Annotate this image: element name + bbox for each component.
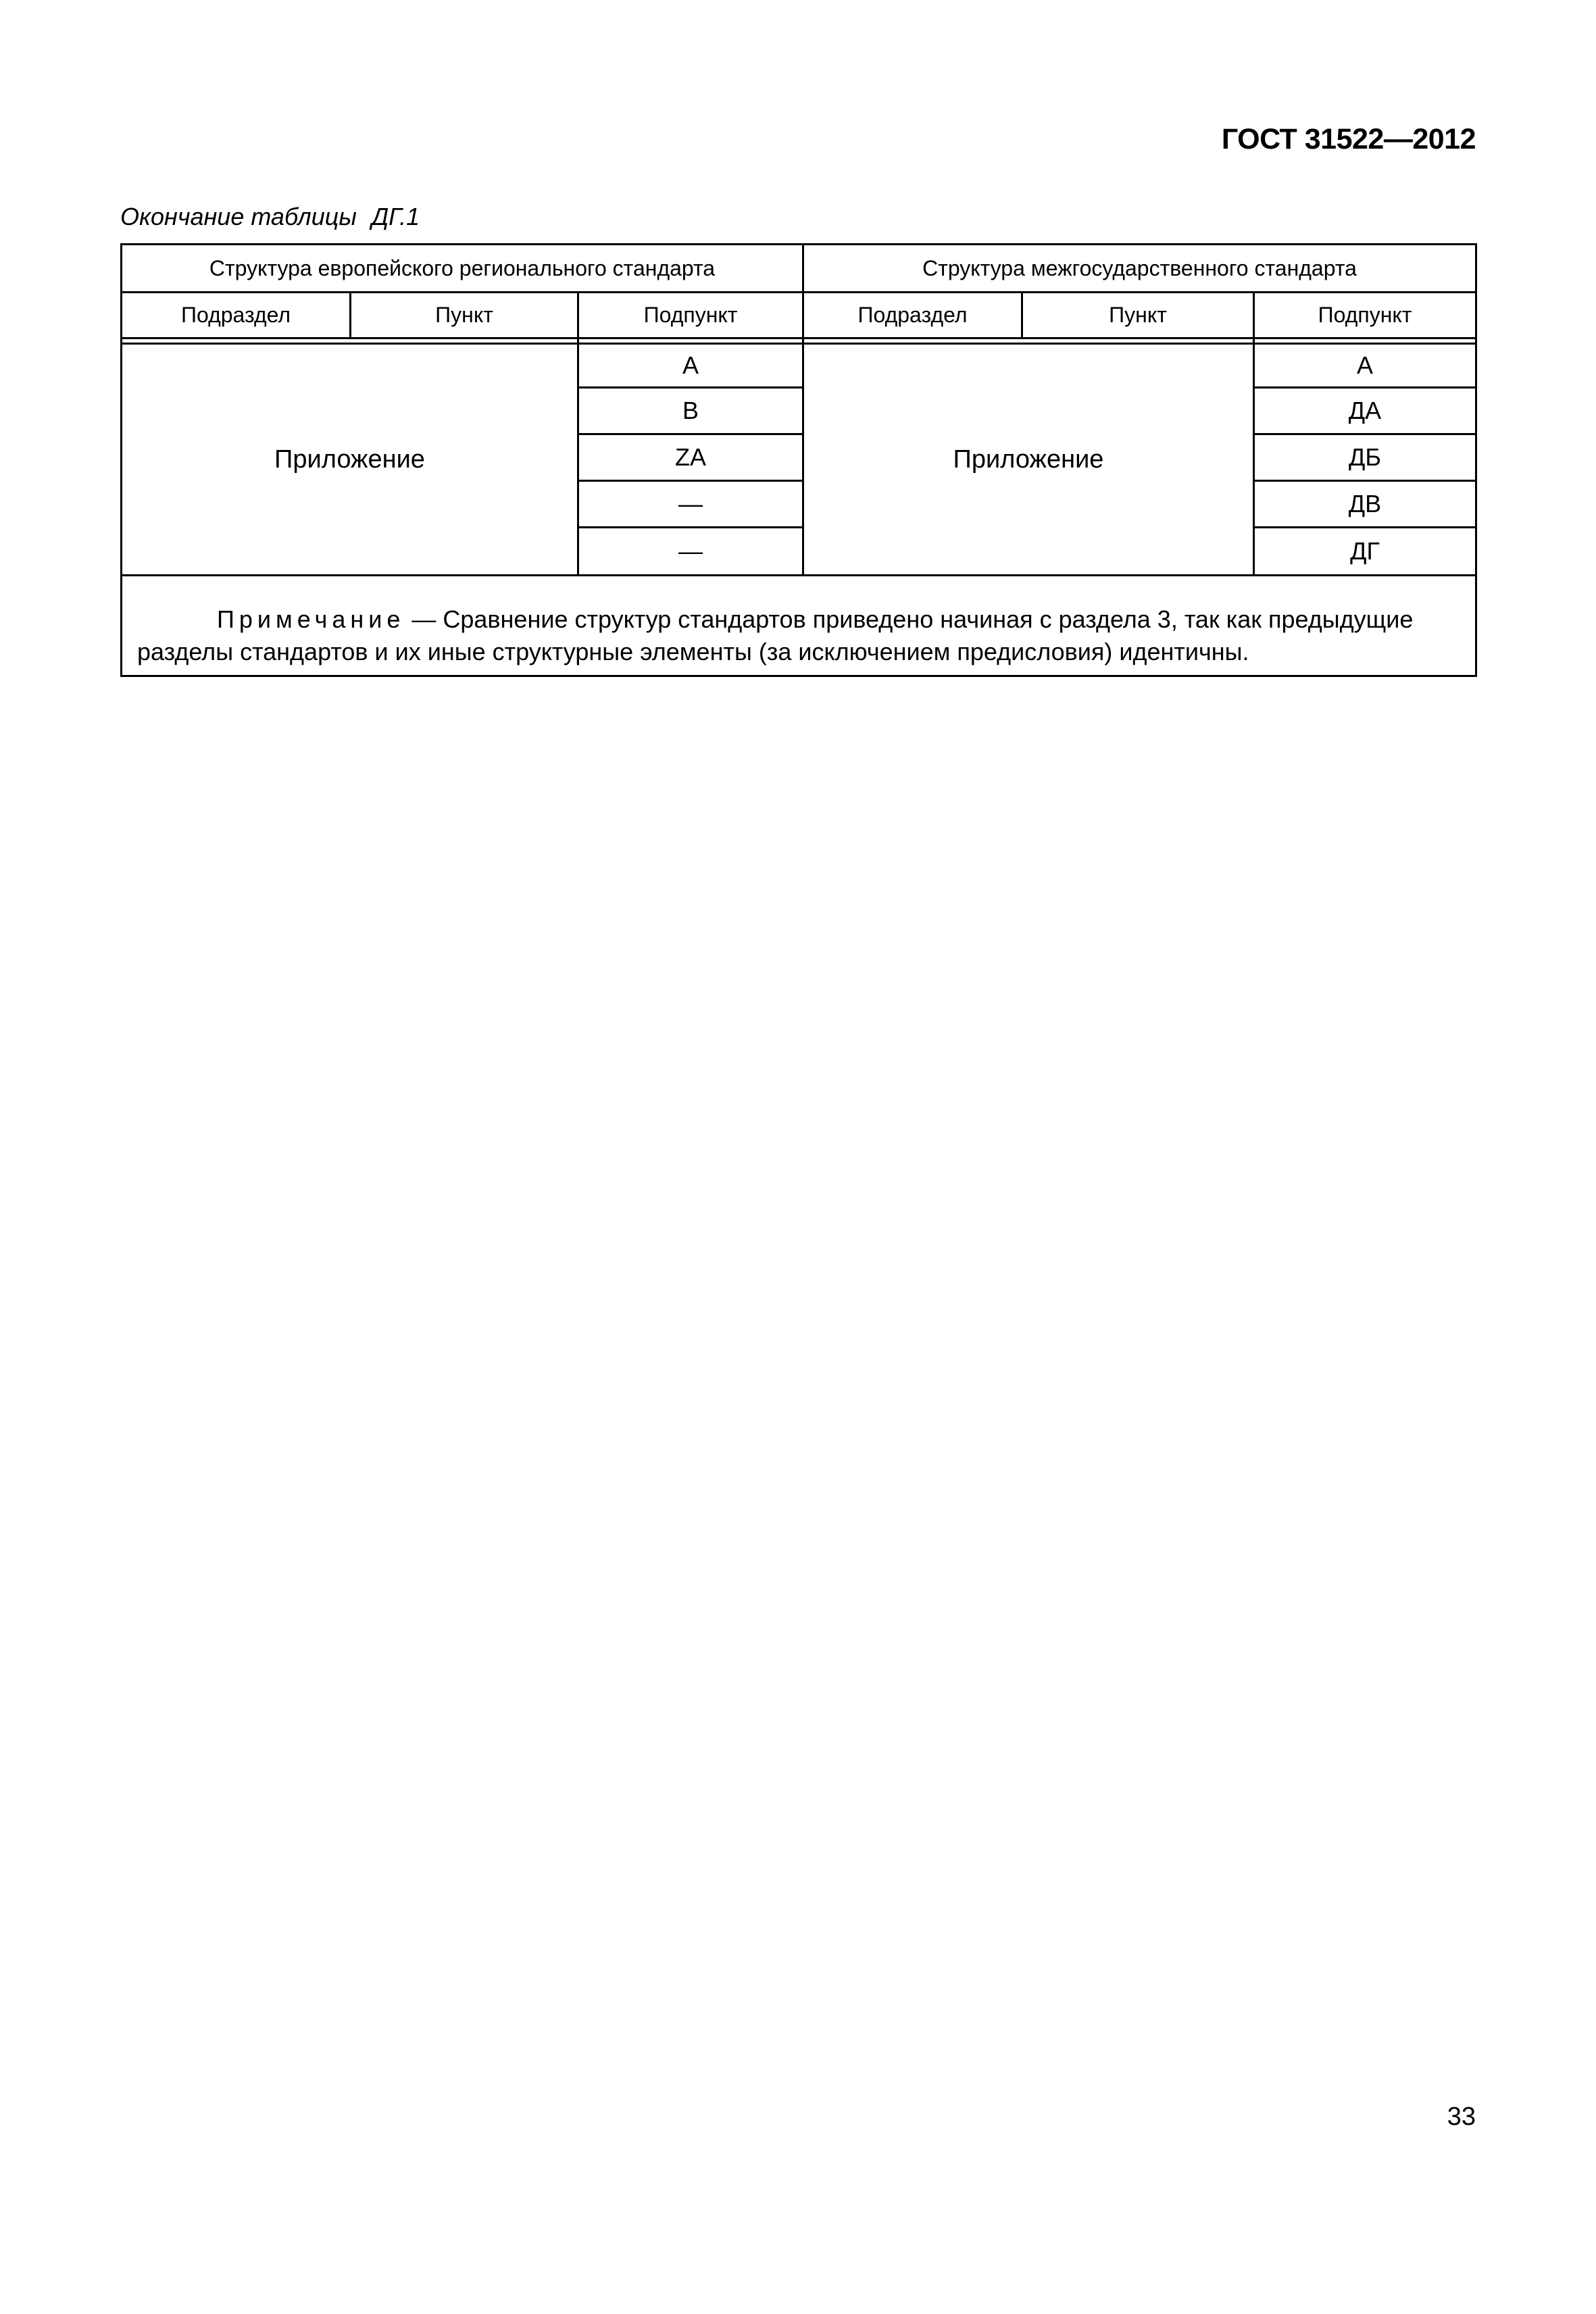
structure-comparison-table	[120, 243, 1477, 677]
note-text-line2: разделы стандартов и их иные структурные элементы (за исключением предисловия) идентичны.	[137, 638, 1249, 665]
note-text-line1: — Сравнение структур стандартов приведено начиная с раздела 3, так как предыдущие	[405, 605, 1414, 633]
subitem-european: —	[678, 490, 703, 518]
group-header-european: Структура европейского регионального стандарта	[209, 255, 716, 280]
subitem-european: —	[678, 537, 703, 565]
column-header-subsection-interstate: Подраздел	[857, 303, 968, 327]
annex-label-interstate: Приложение	[953, 445, 1104, 474]
table-caption	[120, 203, 420, 231]
subitem-interstate: ДА	[1348, 397, 1382, 424]
column-header-clause-eu: Пункт	[435, 303, 493, 327]
annex-label-european: Приложение	[274, 445, 425, 474]
group-header-interstate: Структура межгосударственного стандарта	[922, 255, 1357, 280]
note-label: Примечание	[217, 605, 405, 633]
column-header-clause-interstate: Пункт	[1109, 303, 1167, 327]
subitem-european: B	[682, 397, 699, 424]
column-header-subclause-eu: Подпункт	[643, 303, 738, 327]
page-number: 33	[1447, 2103, 1476, 2131]
column-header-subsection-eu: Подраздел	[180, 303, 291, 327]
document-code: ГОСТ 31522—2012	[1221, 123, 1476, 155]
subitem-european: ZA	[674, 443, 706, 471]
subitem-interstate: ДБ	[1348, 443, 1381, 471]
subitem-european: A	[682, 351, 699, 379]
table-caption-id: ДГ.1	[371, 203, 420, 230]
column-header-subclause-interstate: Подпункт	[1318, 303, 1412, 327]
subitem-interstate: ДГ	[1350, 537, 1380, 565]
table-caption-prefix: Окончание таблицы	[120, 203, 357, 230]
subitem-interstate: A	[1356, 351, 1373, 379]
table-note	[137, 603, 1460, 668]
subitem-interstate: ДВ	[1348, 490, 1382, 518]
